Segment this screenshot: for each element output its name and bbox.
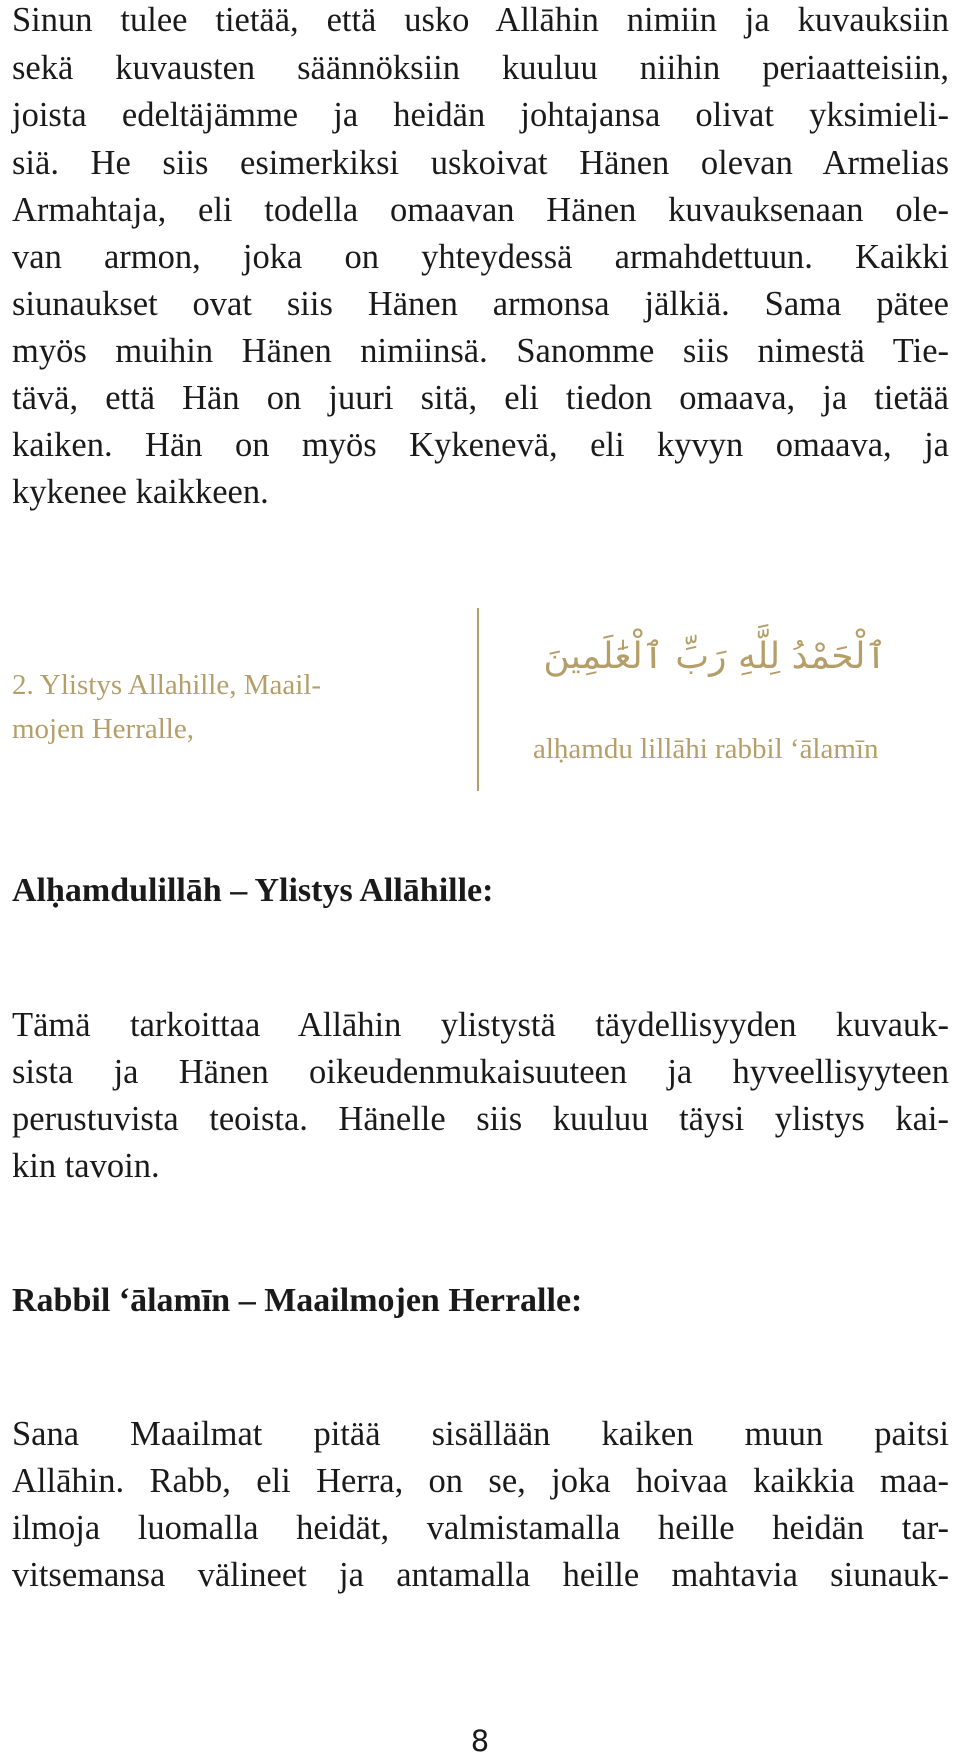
text-line: siä. He siis esimerkiksi uskoivat Hänen olevan Armelias (12, 144, 949, 182)
text-line: vitsemansa välineet ja antamalla heille mahtavia siunauk- (12, 1556, 949, 1594)
verse-reference-line: mojen Herralle, (12, 713, 194, 745)
text-line: joista edeltäjämme ja heidän johtajansa olivat yksimieli- (12, 96, 949, 134)
text-line: kaiken. Hän on myös Kykenevä, eli kyvyn omaava, ja (12, 426, 949, 464)
text-line: tävä, että Hän on juuri sitä, eli tiedon omaava, ja tietää (12, 379, 949, 417)
text-line: siunaukset ovat siis Hänen armonsa jälkiä. Sama pätee (12, 285, 949, 323)
text-line: Sinun tulee tietää, että usko Allāhin nimiin ja kuvauksiin (12, 1, 949, 39)
text-line: kin tavoin. (12, 1147, 160, 1185)
section-heading-alhamdulillah: Alḥamdulillāh – Ylistys Allāhille: (12, 872, 494, 909)
vertical-divider (477, 608, 479, 791)
verse-reference (12, 663, 321, 751)
text-line: van armon, joka on yhteydessä armahdettuun. Kaikki (12, 238, 949, 276)
text-line: kykenee kaikkeen. (12, 473, 269, 511)
text-line: myös muihin Hänen nimiinsä. Sanomme siis nimestä Tie- (12, 332, 949, 370)
text-line: ilmoja luomalla heidät, valmistamalla heille heidän tar- (12, 1509, 949, 1547)
arabic-verse: ٱلْحَمْدُ لِلَّهِ رَبِّ ٱلْعَٰلَمِينَ (543, 636, 887, 677)
text-line: Armahtaja, eli todella omaavan Hänen kuvauksenaan ole- (12, 191, 949, 229)
verse-reference-line: 2. Ylistys Allahille, Maail- (12, 669, 322, 701)
page-number: 8 (470, 1724, 490, 1758)
text-line: Sana Maailmat pitää sisällään kaiken muun paitsi (12, 1415, 949, 1453)
text-line: Allāhin. Rabb, eli Herra, on se, joka hoivaa kaikkia maa- (12, 1462, 949, 1500)
verse-transliteration: alḥamdu lillāhi rabbil ʻālamīn (533, 733, 879, 765)
text-line: perustuvista teoista. Hänelle siis kuuluu täysi ylistys kai- (12, 1100, 949, 1138)
text-line: Tämä tarkoittaa Allāhin ylistystä täydellisyyden kuvauk- (12, 1006, 949, 1044)
text-line: sista ja Hänen oikeudenmukaisuuteen ja hyveellisyyteen (12, 1053, 949, 1091)
text-line: sekä kuvausten säännöksiin kuuluu niihin periaatteisiin, (12, 49, 949, 87)
section-heading-rabbil-alamin: Rabbil ʻālamīn – Maailmojen Herralle: (12, 1282, 583, 1319)
